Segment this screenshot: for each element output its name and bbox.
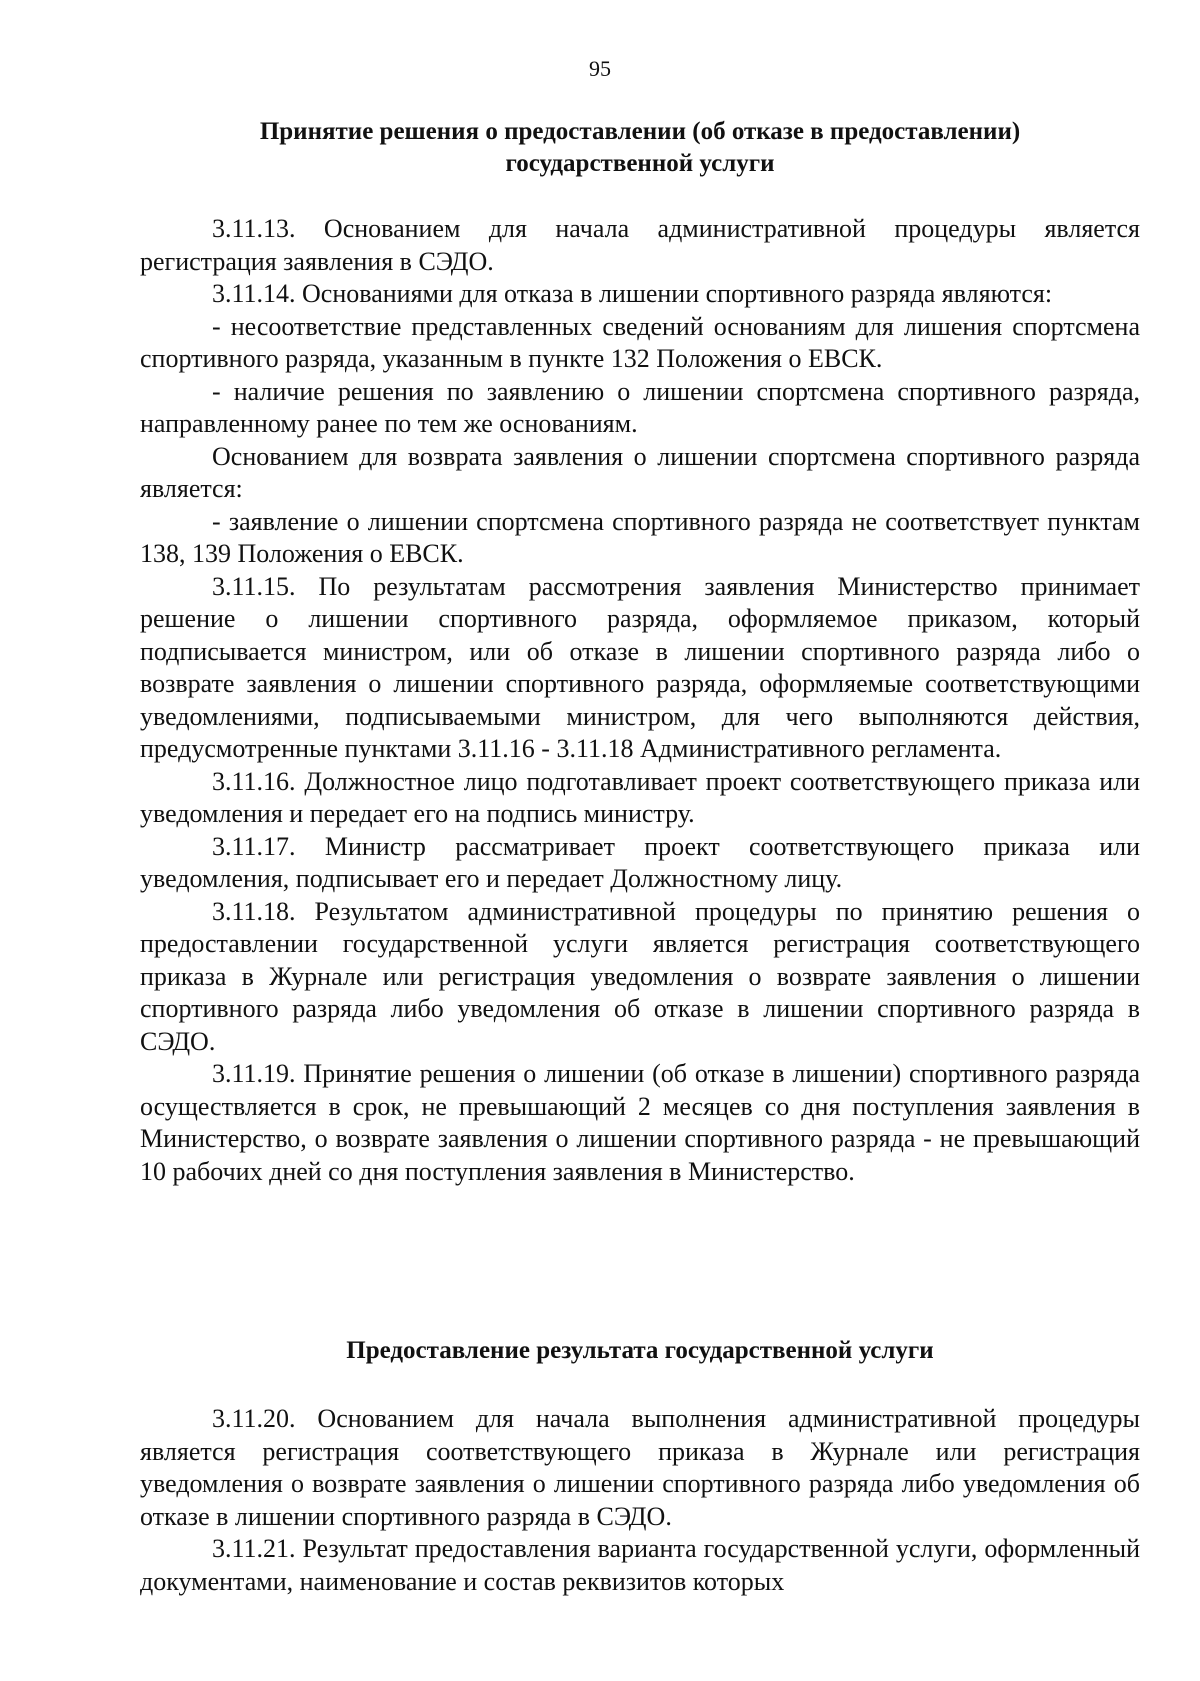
- paragraph-3-11-14: 3.11.14. Основаниями для отказа в лишении спортивного разряда являются:: [212, 279, 1053, 308]
- section-body-result: [140, 1403, 1140, 1598]
- paragraph-3-11-15: 3.11.15. По результатам рассмотрения заявления Министерство принимает решение о лишении спортивного разряда, оформляемое приказом, который подписывается министром, или об отказе в лишении спортивного разряда либо о возврате заявления о лишении спортивного разряда, оформляемые соответствующими уведомлениями, подписываемыми министром, для чего выполняются действия, предусмотренные пунктами 3.11.16 - 3.11.18 Административного регламента.: [140, 571, 1140, 763]
- page-number: 95: [589, 56, 611, 81]
- section-heading-result: Предоставление результата государственной услуги: [346, 1337, 934, 1364]
- section-body-decision: [140, 213, 1140, 1188]
- paragraph-3-11-20: 3.11.20. Основанием для начала выполнения административной процедуры является регистрация соответствующего приказа в Журнале или регистрация уведомления о возврате заявления о лишении спортивного разряда либо уведомления об отказе в лишении спортивного разряда в СЭДО.: [140, 1404, 1140, 1531]
- list-item-prior-decision: - наличие решения по заявлению о лишении спортсмена спортивного разряда, направленному ранее по тем же основаниям.: [140, 376, 1140, 438]
- section-heading-decision-line2: государственной услуги: [505, 150, 775, 177]
- paragraph-3-11-19: 3.11.19. Принятие решения о лишении (об отказе в лишении) спортивного разряда осуществляется в срок, не превышающий 2 месяцев со дня поступления заявления в Министерство, о возврате заявления о лишении спортивного разряда - не превышающий 10 рабочих дней со дня поступления заявления в Министерство.: [140, 1059, 1140, 1186]
- paragraph-3-11-13: 3.11.13. Основанием для начала административной процедуры является регистрация заявления в СЭДО.: [140, 214, 1140, 276]
- section-heading-decision-line1: Принятие решения о предоставлении (об отказе в предоставлении): [259, 118, 1021, 145]
- paragraph-3-11-16: 3.11.16. Должностное лицо подготавливает проект соответствующего приказа или уведомления и передает его на подпись министру.: [140, 766, 1140, 828]
- paragraph-3-11-18: 3.11.18. Результатом административной процедуры по принятию решения о предоставлении государственной услуги является регистрация соответствующего приказа в Журнале или регистрация уведомления о возврате заявления о лишении спортивного разряда либо уведомления об отказе в лишении спортивного разряда в СЭДО.: [140, 896, 1140, 1056]
- list-item-mismatch: - несоответствие представленных сведений основаниям для лишения спортсмена спортивного разряда, указанным в пункте 132 Положения о ЕВСК.: [140, 311, 1140, 373]
- section-heading-decision: [140, 116, 1140, 180]
- list-item-return-reason: - заявление о лишении спортсмена спортивного разряда не соответствует пунктам 138, 139 Положения о ЕВСК.: [140, 506, 1140, 568]
- paragraph-3-11-21: 3.11.21. Результат предоставления варианта государственной услуги, оформленный документами, наименование и состав реквизитов которых: [140, 1534, 1140, 1596]
- paragraph-return-grounds: Основанием для возврата заявления о лишении спортсмена спортивного разряда является:: [140, 441, 1140, 503]
- paragraph-3-11-17: 3.11.17. Министр рассматривает проект соответствующего приказа или уведомления, подписывает его и передает Должностному лицу.: [140, 831, 1140, 893]
